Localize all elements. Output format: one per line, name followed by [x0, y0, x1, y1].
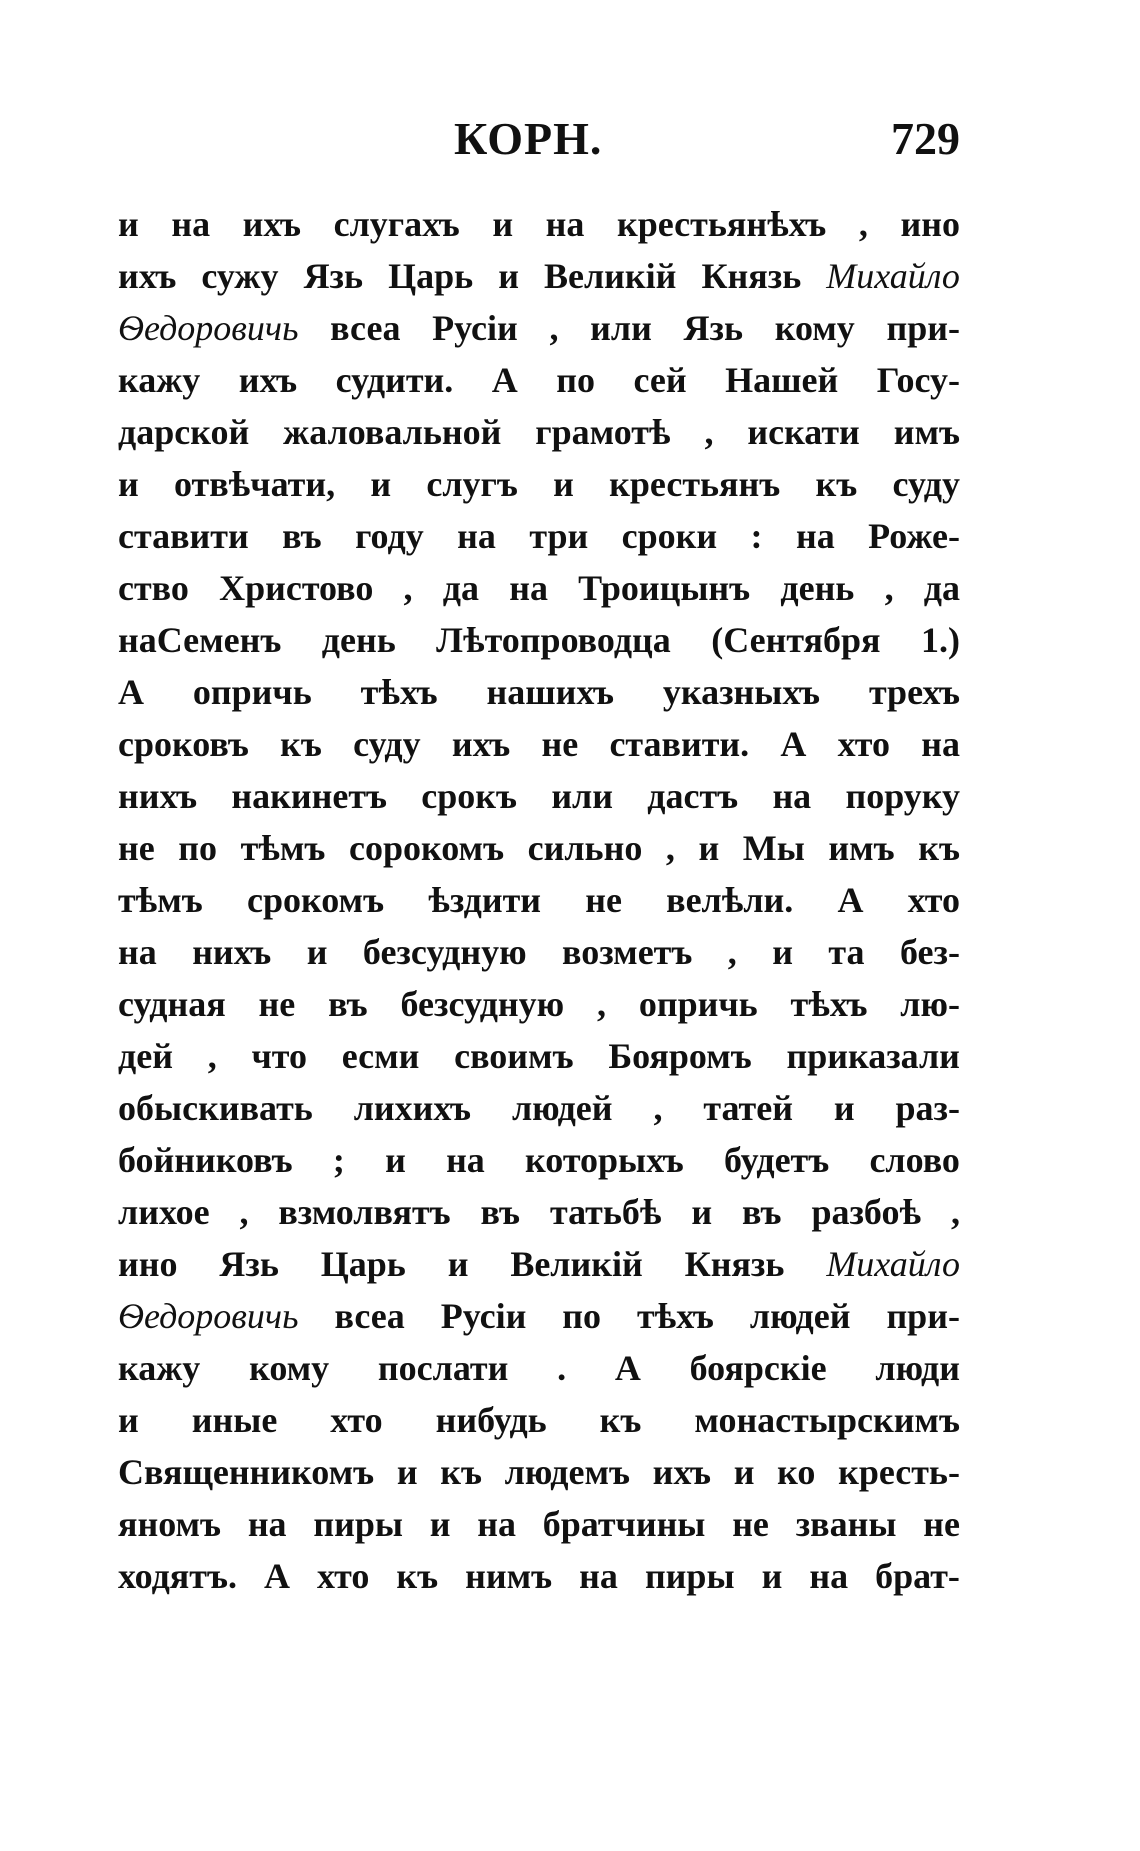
text-line	[118, 775, 960, 827]
text-word: Троицынъ	[578, 568, 751, 608]
text-word: ихъ	[451, 724, 511, 764]
text-word: на	[545, 204, 585, 244]
text-word: слово	[869, 1140, 960, 1180]
text-word: жаловальной	[283, 412, 502, 452]
text-word: брат-	[875, 1556, 960, 1596]
text-word: приказали	[786, 1036, 960, 1076]
text-word: А	[263, 1556, 290, 1596]
text-word: сужу	[201, 256, 279, 296]
text-word: А	[780, 724, 807, 764]
text-word: къ	[280, 724, 322, 764]
text-line	[118, 1139, 960, 1191]
text-word: .	[557, 1348, 567, 1388]
text-word: не	[118, 828, 155, 868]
text-word: да	[923, 568, 960, 608]
text-word: А	[491, 360, 518, 400]
text-word: крестьянъ	[609, 464, 781, 504]
text-word: сильно	[527, 828, 643, 868]
text-word: хто	[837, 724, 890, 764]
text-line	[118, 1555, 960, 1607]
text-word: сроковъ	[118, 724, 249, 764]
text-line	[118, 307, 960, 359]
text-word: боярскіе	[689, 1348, 827, 1388]
text-word: слугахъ	[333, 204, 460, 244]
text-word: и	[118, 204, 139, 244]
text-word: взмолвятъ	[278, 1192, 451, 1232]
text-word: срокомъ	[246, 880, 385, 920]
text-word: яномъ	[118, 1504, 222, 1544]
text-line	[118, 723, 960, 775]
text-word: Лѣтопроводца	[436, 620, 671, 660]
text-word: указныхъ	[662, 672, 821, 712]
text-word: та	[828, 932, 865, 972]
text-word: ходятъ.	[118, 1556, 237, 1596]
text-line	[118, 567, 960, 619]
text-word: ство	[118, 568, 189, 608]
text-word: ,	[207, 1036, 217, 1076]
text-word: Язь	[219, 1244, 279, 1284]
text-line	[118, 463, 960, 515]
text-word: нашихъ	[486, 672, 614, 712]
text-word: тѣмъ	[240, 828, 326, 868]
text-word: суду	[892, 464, 960, 504]
text-line	[118, 671, 960, 723]
text-word: безсудную	[400, 984, 565, 1024]
text-word: опричь	[192, 672, 312, 712]
text-line	[118, 203, 960, 255]
text-word: не	[258, 984, 296, 1024]
text-word: къ	[396, 1556, 439, 1596]
text-word: имъ	[893, 412, 960, 452]
text-word: и	[118, 1400, 139, 1440]
text-word: ,	[727, 932, 737, 972]
text-word: ихъ	[118, 256, 177, 296]
text-word: безсудную	[362, 932, 527, 972]
text-word: 1.)	[920, 620, 960, 660]
text-word: и	[772, 932, 793, 972]
text-word: къ	[440, 1452, 482, 1492]
text-word: на	[118, 932, 157, 972]
text-word: пиры	[644, 1556, 735, 1596]
text-word: въ	[328, 984, 368, 1024]
text-word: ,	[665, 828, 675, 868]
text-word: къ	[815, 464, 858, 504]
text-word: лихое	[118, 1192, 210, 1232]
text-word: разбоѣ	[811, 1192, 922, 1232]
text-word: нихъ	[118, 776, 198, 816]
text-word: грамотѣ	[535, 412, 671, 452]
text-word: на	[446, 1140, 485, 1180]
text-word: послати	[377, 1348, 509, 1388]
text-line	[118, 1035, 960, 1087]
text-word: году	[355, 516, 424, 556]
text-word: Ѳедоровичь	[118, 308, 299, 348]
text-word: пиры	[313, 1504, 403, 1544]
text-word: братчины	[542, 1504, 706, 1544]
text-word: всеа	[330, 308, 401, 348]
text-word: ,	[549, 308, 559, 348]
text-word: Царь	[388, 256, 474, 296]
text-line	[118, 879, 960, 931]
text-word: нимъ	[465, 1556, 553, 1596]
text-word: и	[691, 1192, 713, 1232]
text-word: ,	[239, 1192, 249, 1232]
text-word: и	[429, 1504, 451, 1544]
text-line	[118, 1451, 960, 1503]
text-word: Священникомъ	[118, 1452, 375, 1492]
text-word: при-	[886, 308, 960, 348]
text-word: имъ	[828, 828, 895, 868]
text-line	[118, 1191, 960, 1243]
text-word: кажу	[118, 360, 201, 400]
text-word: ,	[704, 412, 714, 452]
text-line	[118, 931, 960, 983]
text-word: дей	[118, 1036, 173, 1076]
text-word: людей	[511, 1088, 613, 1128]
text-word: и	[385, 1140, 406, 1180]
text-word: хто	[317, 1556, 370, 1596]
text-word: что	[251, 1036, 307, 1076]
text-word: будетъ	[724, 1140, 830, 1180]
text-word: и	[396, 1452, 418, 1492]
text-word: и	[370, 464, 392, 504]
text-word: Михайло	[826, 256, 960, 296]
text-line	[118, 1399, 960, 1451]
text-word: не	[585, 880, 622, 920]
text-word: А	[837, 880, 864, 920]
text-word: есми	[341, 1036, 420, 1076]
text-word: Ѳедоровичь	[118, 1296, 299, 1336]
text-line	[118, 515, 960, 567]
text-word: ино	[118, 1244, 178, 1284]
text-word: тѣхъ	[637, 1296, 714, 1336]
text-word: на	[921, 724, 960, 764]
text-word: въ	[282, 516, 322, 556]
text-word: кому	[774, 308, 855, 348]
text-word: и	[698, 828, 720, 868]
text-word: ино	[900, 204, 960, 244]
text-word: лихихъ	[353, 1088, 472, 1128]
text-word: на	[809, 1556, 849, 1596]
text-word: А	[118, 672, 144, 712]
text-line	[118, 1503, 960, 1555]
page-number: 729	[891, 113, 960, 164]
text-word: ,	[403, 568, 413, 608]
text-word: и	[492, 204, 514, 244]
page-header	[118, 112, 960, 172]
text-word: по	[556, 360, 595, 400]
text-word: всеа	[334, 1296, 405, 1336]
text-word: без-	[899, 932, 960, 972]
text-word: :	[750, 516, 763, 556]
text-word: и	[306, 932, 328, 972]
text-word: и	[733, 1452, 755, 1492]
text-word: велѣли.	[666, 880, 794, 920]
text-word: своимъ	[454, 1036, 574, 1076]
text-word: суду	[353, 724, 421, 764]
text-word: на	[457, 516, 496, 556]
text-line	[118, 1347, 960, 1399]
text-word: обыскивать	[118, 1088, 313, 1128]
text-line	[118, 411, 960, 463]
text-word: ставити	[118, 516, 249, 556]
text-word: на	[477, 1504, 516, 1544]
text-word: крестьянѣхъ	[616, 204, 827, 244]
text-word: тѣхъ	[790, 984, 868, 1024]
text-word: искати	[747, 412, 860, 452]
text-word: и	[447, 1244, 469, 1284]
text-word: и	[833, 1088, 855, 1128]
text-word: накинетъ	[231, 776, 388, 816]
text-word: на	[795, 516, 835, 556]
text-word: судная	[118, 984, 226, 1024]
text-word: судити.	[335, 360, 454, 400]
text-word: Мы	[742, 828, 805, 868]
text-word: по	[178, 828, 218, 868]
text-word: Роже-	[868, 516, 960, 556]
text-word: которыхъ	[525, 1140, 684, 1180]
text-word: и	[553, 464, 574, 504]
text-word: званы	[795, 1504, 897, 1544]
text-line	[118, 983, 960, 1035]
text-word: дастъ	[647, 776, 739, 816]
text-word: дарской	[118, 412, 250, 452]
text-word: или	[590, 308, 652, 348]
text-word: нихъ	[192, 932, 272, 972]
text-word: срокъ	[421, 776, 518, 816]
text-word: Князь	[701, 256, 802, 296]
text-word: ставити.	[609, 724, 750, 764]
text-word: день	[780, 568, 855, 608]
text-word: Великій	[543, 256, 677, 296]
text-word: и	[761, 1556, 783, 1596]
text-word: А	[614, 1348, 641, 1388]
text-word: и	[498, 256, 519, 296]
text-word: Царь	[320, 1244, 406, 1284]
text-word: сей	[633, 360, 687, 400]
text-word: раз-	[895, 1088, 960, 1128]
text-word: ихъ	[242, 204, 302, 244]
text-word: Госу-	[876, 360, 960, 400]
text-word: людемъ	[504, 1452, 630, 1492]
text-word: ихъ	[238, 360, 298, 400]
text-word: три	[529, 516, 589, 556]
text-line	[118, 1087, 960, 1139]
text-word: ко	[777, 1452, 816, 1492]
text-word: Русіи	[432, 308, 518, 348]
text-word: ихъ	[652, 1452, 712, 1492]
text-word: тѣхъ	[360, 672, 438, 712]
text-word: ;	[332, 1140, 345, 1180]
text-word: монастырскимъ	[694, 1400, 960, 1440]
text-word: при-	[886, 1296, 960, 1336]
text-word: Князь	[684, 1244, 785, 1284]
text-word: да	[442, 568, 479, 608]
text-word: кому	[249, 1348, 330, 1388]
text-word: Великій	[510, 1244, 643, 1284]
text-word: Язь	[683, 308, 744, 348]
text-word: ,	[597, 984, 606, 1024]
text-word: слугъ	[426, 464, 518, 504]
text-word: и	[118, 464, 139, 504]
text-word: отвѣчати,	[174, 464, 336, 504]
text-word: къ	[599, 1400, 642, 1440]
text-line	[118, 255, 960, 307]
text-word: наСеменъ	[118, 620, 282, 660]
text-word: на	[509, 568, 548, 608]
text-word: не	[541, 724, 579, 764]
text-word: на	[772, 776, 812, 816]
text-word: не	[732, 1504, 769, 1544]
text-word: ,	[884, 568, 894, 608]
text-line	[118, 827, 960, 879]
text-word: нибудь	[435, 1400, 547, 1440]
text-word: въ	[480, 1192, 521, 1232]
text-word: Русіи	[440, 1296, 527, 1336]
text-word: людей	[749, 1296, 851, 1336]
text-line	[118, 619, 960, 671]
text-word: тѣмъ	[118, 880, 203, 920]
text-word: татей	[703, 1088, 793, 1128]
body-text	[118, 203, 960, 1607]
text-word: Христово	[219, 568, 374, 608]
text-line	[118, 1295, 960, 1347]
text-word: лю-	[900, 984, 960, 1024]
text-word: татьбѣ	[549, 1192, 662, 1232]
running-head: КОРН.	[454, 113, 603, 164]
text-word: сроки	[621, 516, 718, 556]
text-word: (Сентября	[711, 620, 881, 660]
text-word: иные	[191, 1400, 278, 1440]
text-word: бойниковъ	[118, 1140, 293, 1180]
text-word: Бояромъ	[608, 1036, 752, 1076]
text-word: возметъ	[562, 932, 693, 972]
text-word: не	[923, 1504, 960, 1544]
text-word: на	[247, 1504, 287, 1544]
text-line	[118, 359, 960, 411]
text-word: на	[579, 1556, 618, 1596]
text-word: въ	[742, 1192, 782, 1232]
text-word: хто	[330, 1400, 383, 1440]
text-word: люди	[875, 1348, 960, 1388]
text-word: Михайло	[826, 1244, 960, 1284]
text-word: кресть-	[838, 1452, 960, 1492]
text-word: къ	[918, 828, 960, 868]
text-word: ѣздити	[428, 880, 542, 920]
text-word: день	[321, 620, 396, 660]
text-word: ,	[653, 1088, 663, 1128]
text-word: на	[171, 204, 211, 244]
text-word: сорокомъ	[348, 828, 505, 868]
text-line	[118, 1243, 960, 1295]
text-word: ,	[950, 1192, 960, 1232]
text-word: по	[562, 1296, 602, 1336]
text-word: хто	[907, 880, 960, 920]
text-word: или	[551, 776, 613, 816]
text-word: кажу	[118, 1348, 201, 1388]
text-word: ,	[858, 204, 868, 244]
text-word: опричь	[638, 984, 758, 1024]
text-word: поруку	[845, 776, 960, 816]
text-word: Нашей	[725, 360, 839, 400]
text-word: Язь	[303, 256, 364, 296]
text-word: трехъ	[868, 672, 960, 712]
